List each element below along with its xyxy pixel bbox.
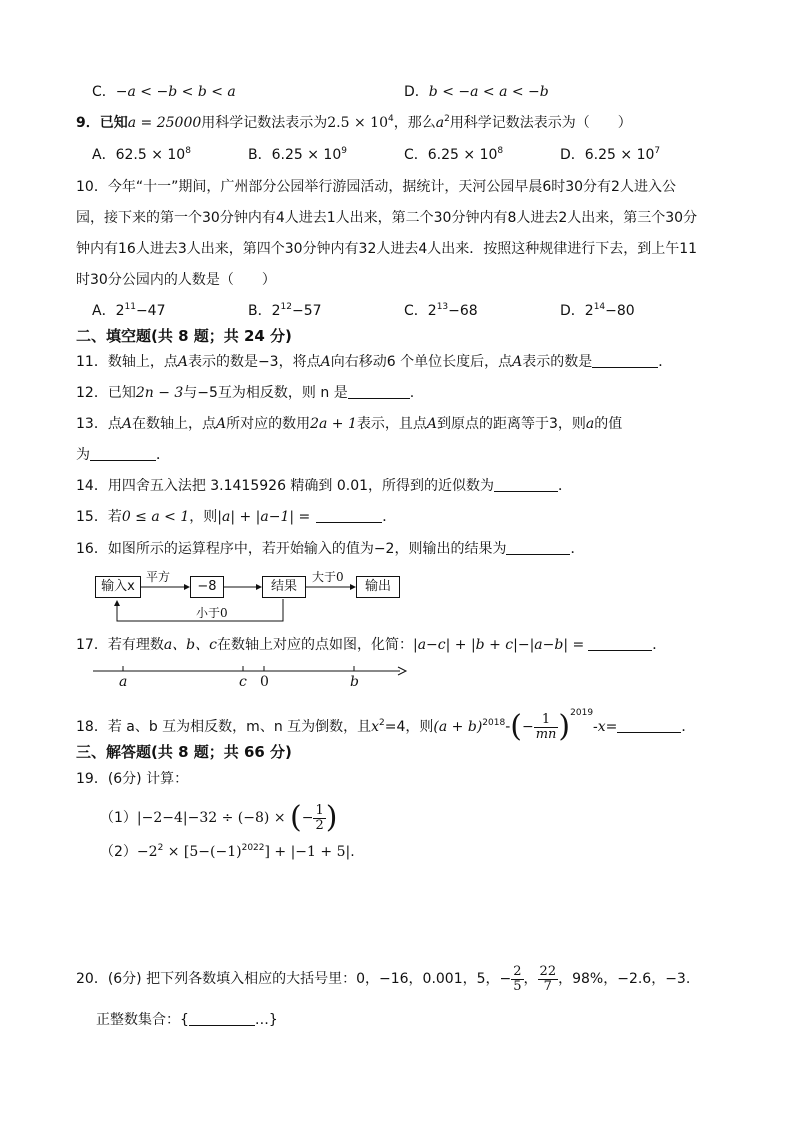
math-expr: A [215, 416, 227, 432]
stem-text: ，那么 [393, 115, 436, 131]
math-expr: × [5−(−1) [163, 844, 242, 860]
question-10-line-1: 10．今年“十一”期间，广州部分公园举行游园活动，据统计，天河公园早晨6时30分有2人进入公 [76, 179, 676, 195]
punctuation: ． [382, 509, 397, 525]
fraction-2-over-5 [511, 965, 523, 994]
math-expr: a [585, 416, 595, 432]
numerator: 1 [534, 713, 559, 728]
punctuation: - [505, 719, 511, 735]
stem-text: 表示的数是 [522, 354, 593, 370]
set-label: 正整数集合：{ [96, 1012, 189, 1028]
punctuation: ． [156, 447, 170, 463]
option-text: D．6.25 × 10 [560, 147, 655, 163]
question-10-line-2: 园，接下来的第一个30分钟内有4人进去1人出来，第二个30分钟内有8人进去2人出来，第三个30分 [76, 210, 698, 226]
math-expr: a = 25000 [127, 115, 202, 131]
question-19-part-1 [100, 801, 337, 835]
math-expr: (a + b) [433, 719, 483, 735]
math-expr: 2a + 1 [310, 416, 357, 432]
stem-text: 向右移动6 个单位长度后，点 [330, 354, 513, 370]
stem-text: 18．若 a、b 互为相反数，m、n 互为倒数，且 [76, 719, 372, 735]
fraction-22-over-7 [538, 965, 559, 994]
flow-label-lt0: 小于0 [196, 606, 228, 620]
option-text: A．2 [92, 303, 125, 319]
option-text: C．2 [404, 303, 437, 319]
stem-text: 用科学记数法表示为（ ） [449, 115, 632, 131]
fraction-1-over-2 [313, 804, 325, 833]
math-expr: b < −a < a < −b [428, 84, 549, 100]
math-expr: 0 ≤ a < 1 [121, 509, 190, 525]
axis-label-a: a [119, 674, 128, 690]
flow-box-result: 结果 [262, 576, 306, 598]
option-text: −68 [448, 303, 478, 319]
exponent: 11 [124, 302, 136, 312]
answer-blank[interactable] [588, 636, 652, 651]
stem-text: 的值 [594, 416, 623, 432]
question-19-part-2 [100, 842, 355, 862]
stem-text: ，98%，−2.6，−3. [558, 971, 691, 987]
exponent: 4 [387, 114, 394, 124]
axis-label-zero: 0 [260, 674, 269, 690]
part-label: （2） [100, 844, 137, 860]
punctuation: ． [652, 637, 667, 653]
math-expr: a [435, 115, 445, 131]
punctuation: ． [570, 541, 585, 557]
math-expr: |−2−4|−32 ÷ (−8) × [136, 810, 290, 826]
flow-box-input: 输入x [95, 576, 141, 598]
exponent: 2 [157, 843, 164, 853]
question-17 [76, 635, 666, 655]
numerator: 22 [539, 963, 557, 979]
axis-label-b: b [350, 674, 359, 690]
stem-text: 12．已知 [76, 385, 136, 401]
denominator: 7 [543, 978, 552, 994]
math-expr: −a < −b < b < a [115, 84, 236, 100]
exponent: 8 [185, 146, 191, 156]
stem-text: 20．(6分) 把下列各数填入相应的大括号里：0，−16，0.001，5，− [76, 971, 512, 987]
left-paren: ( [290, 800, 302, 835]
math-expr: ] + |−1 + 5| [264, 844, 351, 860]
exponent: 14 [593, 302, 606, 312]
option-text: D．2 [560, 303, 594, 319]
exponent: 12 [280, 302, 292, 312]
math-expr: A [512, 354, 523, 370]
math-expr: a、b、c [163, 637, 217, 653]
math-expr: -x= [593, 719, 618, 735]
answer-blank[interactable] [189, 1011, 255, 1026]
punctuation: ． [658, 354, 673, 370]
right-paren: ) [325, 800, 338, 835]
option-label: D． [404, 84, 429, 100]
option-text: −57 [291, 303, 322, 319]
flow-box-output: 输出 [356, 576, 400, 598]
punctuation: ． [558, 478, 573, 494]
stem-text: 16．如图所示的运算程序中，若开始输入的值为−2，则输出的结果为 [76, 541, 507, 557]
minus-sign: − [521, 719, 534, 735]
question-10-line-3: 钟内有16人进去3人出来，第四个30分钟内有32人进去4人出来．按照这种规律进行下去，到上午11 [76, 241, 698, 257]
section-heading-fill-in: 二、填空题(共 8 题；共 24 分) [76, 327, 292, 345]
denominator: 2 [315, 817, 324, 833]
stem-text: 11．数轴上，点 [76, 354, 178, 370]
stem-text: 15．若 [76, 509, 122, 525]
math-expr: A [177, 354, 188, 370]
exponent: 7 [654, 146, 661, 156]
minus-sign: − [301, 810, 314, 826]
flow-label-square: 平方 [146, 570, 171, 584]
denominator: mn [535, 726, 557, 742]
exponent: 13 [436, 302, 449, 312]
exponent: 2 [379, 718, 385, 728]
exponent: 8 [497, 146, 504, 156]
exponent: 9 [341, 146, 347, 156]
question-20-stem [76, 962, 690, 996]
stem-text: 到原点的距离等于3，则 [437, 416, 586, 432]
math-expr: 2n − 3 [135, 385, 184, 401]
stem-text: 用科学记数法表示为 [201, 115, 328, 131]
math-expr: |a| + |a−1| = [217, 509, 311, 525]
stem-text: 在数轴上对应的点如图，化简： [216, 637, 413, 653]
stem-text: 在数轴上，点 [131, 416, 216, 432]
right-paren: ) [558, 709, 571, 744]
part-label: （1） [100, 810, 137, 826]
math-expr: A [121, 416, 132, 432]
option-text: A．62.5 × 10 [92, 147, 186, 163]
math-expr: A [426, 416, 437, 432]
option-text: C．6.25 × 10 [404, 147, 498, 163]
flow-box-minus8: −8 [190, 576, 224, 598]
question-18 [76, 710, 695, 744]
punctuation: ． [681, 719, 696, 735]
stem-text: 17．若有理数 [76, 637, 164, 653]
stem-text: 与−5互为相反数，则 n 是 [183, 385, 348, 401]
exponent: 2019 [570, 708, 594, 718]
exponent: 2022 [241, 843, 265, 853]
stem-text: 表示，且点 [356, 416, 427, 432]
option-text: B．6.25 × 10 [248, 147, 342, 163]
option-label: C． [92, 84, 116, 100]
flow-label-gt0: 大于0 [312, 570, 344, 584]
section-heading-answer: 三、解答题(共 8 题；共 66 分) [76, 743, 292, 761]
question-19-stem: 19．(6分) 计算： [76, 771, 189, 787]
punctuation: . [409, 385, 415, 401]
math-expr: −2 [136, 844, 158, 860]
stem-text: =4，则 [384, 719, 434, 735]
stem-text: ，则 [189, 509, 218, 525]
question-10-line-4: 时30分公园内的人数是（ ） [76, 272, 276, 288]
stem-text: 14．用四舍五入法把 3.1415926 精确到 0.01，所得到的近似数为 [76, 478, 495, 494]
question-20-set-positive-integers [96, 1010, 278, 1030]
option-text: −47 [135, 303, 166, 319]
math-expr: |a−c| + |b + c|−|a−b| = [412, 637, 585, 653]
answer-blank[interactable] [617, 718, 681, 733]
question-number-text: 9．已知 [76, 115, 128, 131]
numerator: 2 [513, 963, 522, 979]
left-paren: ( [510, 709, 522, 744]
fraction-1-over-mn [534, 713, 559, 742]
numerator: 1 [315, 802, 324, 818]
stem-text: 13．点 [76, 416, 122, 432]
math-expr: A [320, 354, 331, 370]
exponent: 2018 [482, 718, 506, 728]
set-end: …} [254, 1012, 278, 1028]
stem-text: 为 [76, 447, 90, 463]
exponent: 2 [444, 114, 450, 124]
math-expr: x [371, 719, 380, 735]
stem-text: 表示的数是−3，将点 [187, 354, 321, 370]
option-text: B．2 [248, 303, 281, 319]
axis-label-c: c [239, 674, 247, 690]
math-expr: 2.5 × 10 [327, 115, 388, 131]
comma: ， [523, 971, 538, 987]
denominator: 5 [513, 978, 522, 994]
punctuation: . [350, 844, 355, 860]
stem-text: 所对应的数用 [226, 416, 311, 432]
option-text: −80 [605, 303, 635, 319]
